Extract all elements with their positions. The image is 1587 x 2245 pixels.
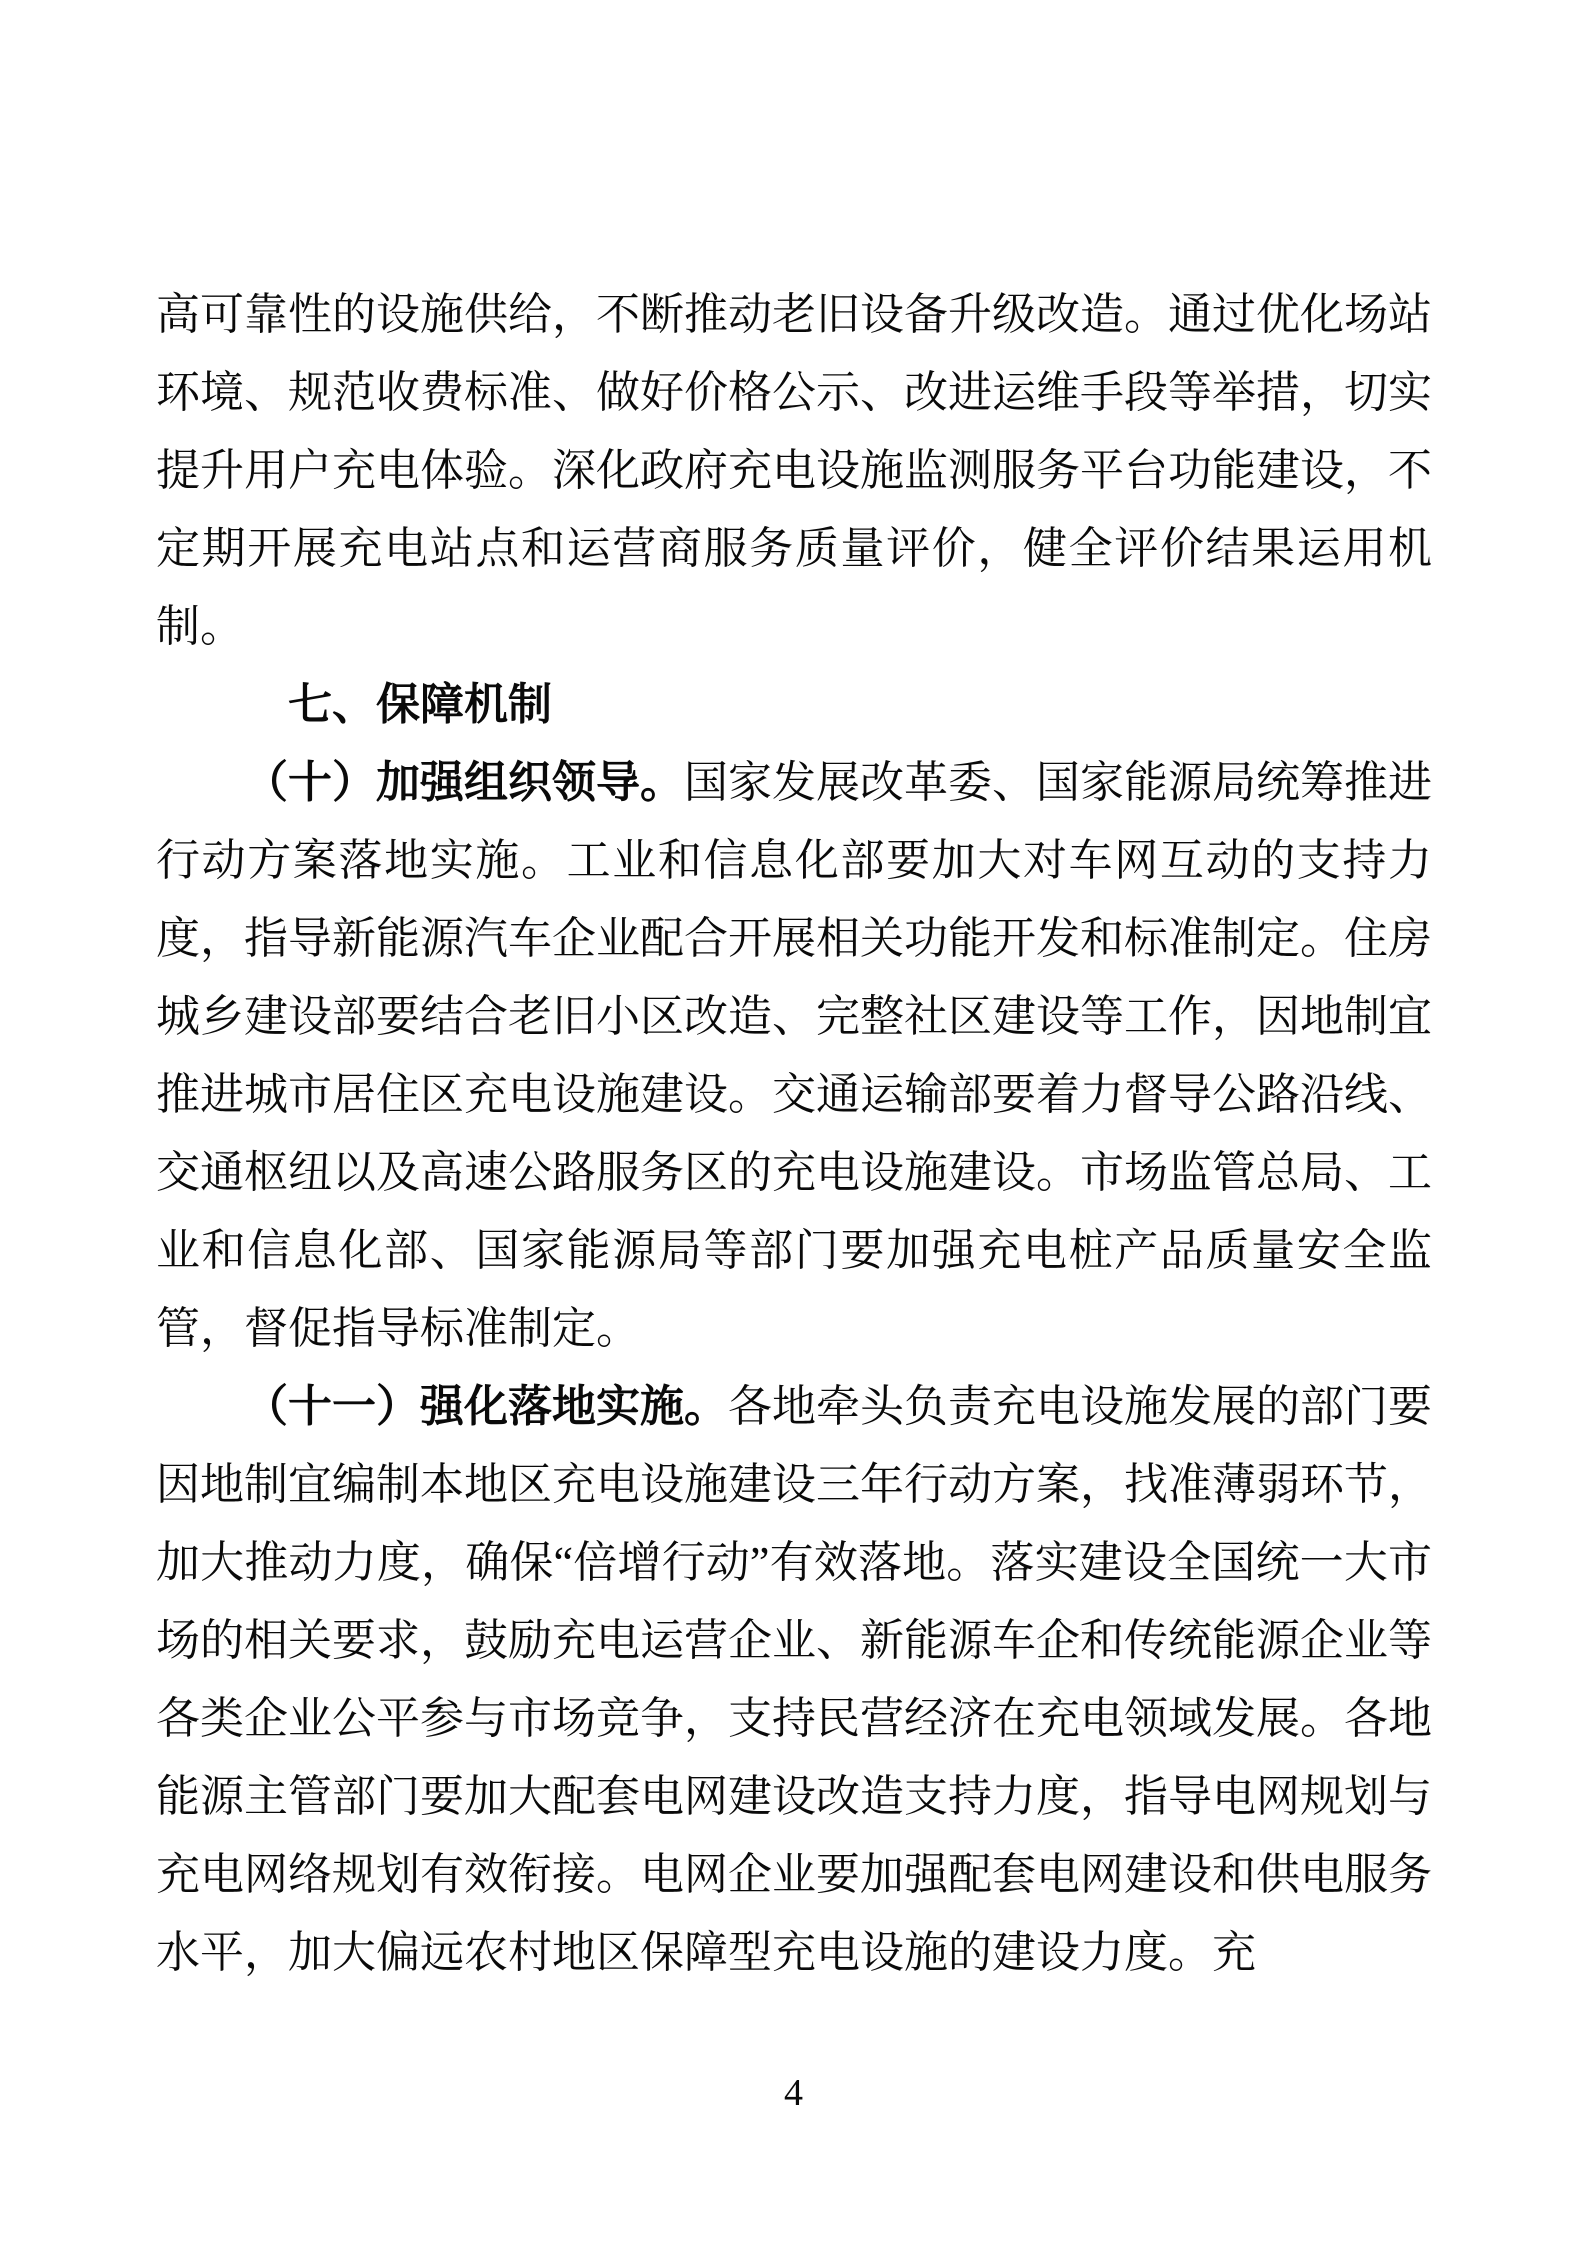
paragraph-item-10-text: 国家发展改革委、国家能源局统筹推进行动方案落地实施。工业和信息化部要加大对车网互动的支持力度，指导新能源汽车企业配合开展相关功能开发和标准制定。住房城乡建设部要结合老旧小区改造、完整社区建设等工作，因地制宜推进城市居住区充电设施建设。交通运输部要着力督导公路沿线、交通枢纽以及高速公路服务区的充电设施建设。市场监管总局、工业和信息化部、国家能源局等部门要加强充电桩产品质量安全监管，督促指导标准制定。 xyxy=(156,758,1432,1353)
document-content xyxy=(156,276,1432,1992)
paragraph-continuation: 高可靠性的设施供给，不断推动老旧设备升级改造。通过优化场站环境、规范收费标准、做好价格公示、改进运维手段等举措，切实提升用户充电体验。深化政府充电设施监测服务平台功能建设，不定期开展充电站点和运营商服务质量评价，健全评价结果运用机制。 xyxy=(156,290,1432,651)
section-heading: 七、保障机制 xyxy=(288,680,552,729)
paragraph-item-10 xyxy=(156,744,1432,1368)
page-number: 4 xyxy=(784,2072,803,2114)
paragraph-item-11 xyxy=(156,1368,1432,1992)
paragraph-item-11-lead: （十一）强化落地实施。 xyxy=(244,1382,728,1431)
paragraph-item-11-text: 各地牵头负责充电设施发展的部门要因地制宜编制本地区充电设施建设三年行动方案，找准薄弱环节，加大推动力度，确保“倍增行动”有效落地。落实建设全国统一大市场的相关要求，鼓励充电运营企业、新能源车企和传统能源企业等各类企业公平参与市场竞争，支持民营经济在充电领域发展。各地能源主管部门要加大配套电网建设改造支持力度，指导电网规划与充电网络规划有效衔接。电网企业要加强配套电网建设和供电服务水平，加大偏远农村地区保障型充电设施的建设力度。充 xyxy=(156,1382,1432,1977)
paragraph-item-10-lead: （十）加强组织领导。 xyxy=(244,758,684,807)
